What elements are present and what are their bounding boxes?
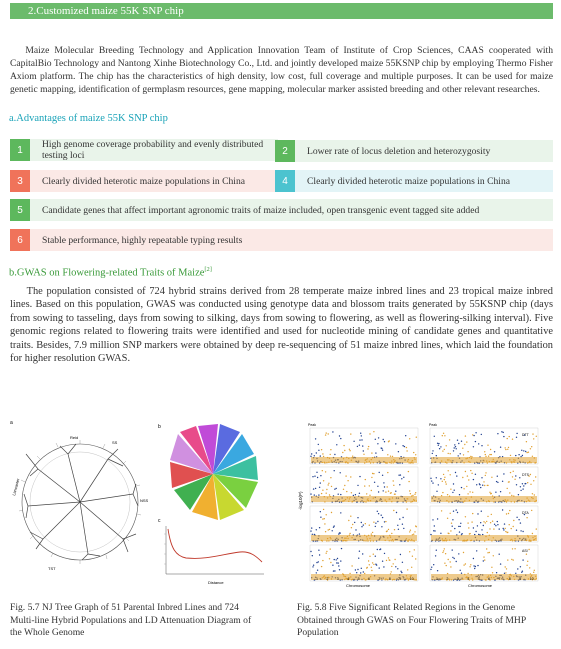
tree-label-ss: SS	[112, 440, 118, 445]
chromosome-tick: 3	[456, 577, 459, 581]
chromosome-tick: 8	[388, 577, 391, 581]
chromosome-tick: 6	[368, 577, 370, 581]
advantage-text: Lower rate of locus deletion and heterozygosity	[307, 145, 491, 157]
chromosome-tick: 4	[347, 577, 350, 581]
chromosome-tick: 8	[508, 577, 511, 581]
figure-5-8	[296, 410, 548, 590]
chromosome-tick: 6	[488, 577, 490, 581]
intro-paragraph: Maize Molecular Breeding Technology and Application Innovation Team of Institute of Crop Sciences, CAAS cooperated with CapitalBio Technology and Nantong Xinhe Biotechnology Co., Ltd. and jointly developed maize 55KSNP chip by employing Thermo Fisher Axiom platform. The chip has the characteristics of high density, low cost, full coverage and multiple purposes. It can be used for maize genetic mapping, identification of germplasm resources, gene mapping, molecular marker assisted breeding and other relevant researches.	[10, 45, 553, 95]
advantage-number: 5	[10, 199, 30, 221]
panel-c-label: c	[158, 518, 161, 524]
advantage-number: 6	[10, 229, 30, 251]
chromosome-tick: 9	[519, 577, 522, 581]
manhattan-xlabel-right: Chromosome	[468, 583, 493, 588]
chromosome-tick: 7	[498, 577, 501, 581]
chromosome-tick: 4	[467, 577, 470, 581]
gwas-reference: [2]	[204, 266, 212, 273]
chromosome-tick: 10	[529, 577, 534, 581]
advantage-item-2	[275, 140, 553, 162]
advantage-text: Clearly divided heterotic maize populations in China	[42, 175, 246, 187]
tree-label-tst: TST	[48, 566, 56, 571]
chromosome-tick: 2	[326, 577, 329, 581]
peak-label-left: Peak	[308, 423, 316, 427]
chromosome-tick: 2	[446, 577, 449, 581]
chromosome-tick: 5	[477, 577, 480, 581]
advantage-text: High genome coverage probability and evenly distributed testing loci	[42, 139, 264, 161]
panel-b-label: b	[158, 424, 161, 430]
ld-decay-plot	[164, 526, 264, 574]
chromosome-tick: 7	[378, 577, 381, 581]
gwas-title-text: b.GWAS on Flowering-related Traits of Maize	[9, 267, 205, 279]
advantage-item-3	[10, 170, 278, 192]
advantage-text: Stable performance, highly repeatable typing results	[42, 234, 243, 246]
trait-label-2: DTS	[522, 473, 529, 477]
advantage-number: 4	[275, 170, 295, 192]
advantage-item-5	[10, 199, 553, 221]
gwas-title	[9, 266, 212, 279]
figure-5-7-caption: Fig. 5.7 NJ Tree Graph of 51 Parental Inbred Lines and 724 Multi-line Hybrid Populations and LD Attenuation Diagram of the Whole Genome	[10, 602, 252, 638]
panel-a-label: a	[10, 420, 13, 426]
advantage-number: 1	[10, 139, 30, 161]
tree-label-lancaster: Lancaster	[11, 477, 21, 497]
advantage-item-6	[10, 229, 553, 251]
figure-5-8-caption: Fig. 5.8 Five Significant Related Regions in the Genome Obtained through GWAS on Four Flowering Traits of MHP Population	[297, 602, 526, 638]
manhattan-xlabel-left: Chromosome	[346, 583, 371, 588]
chromosome-tick: 9	[399, 577, 402, 581]
advantage-number: 3	[10, 170, 30, 192]
chromosome-tick: 1	[316, 577, 318, 581]
chromosome-tick: 5	[357, 577, 360, 581]
nj-tree-graph	[19, 440, 141, 564]
chromosome-tick: 10	[409, 577, 414, 581]
trait-label-1: DTT	[522, 433, 529, 437]
advantage-text: Candidate genes that affect important agronomic traits of maize included, open transgenic event tagged site added	[42, 204, 480, 216]
ld-xlabel: Distance	[208, 580, 224, 585]
section-title-bar	[10, 3, 553, 19]
figure-5-7	[8, 414, 274, 590]
manhattan-plots	[310, 428, 538, 581]
chromosome-tick: 3	[336, 577, 339, 581]
section-title: 2.Customized maize 55K SNP chip	[28, 5, 184, 17]
advantage-text: Clearly divided heterotic maize populations in China	[307, 175, 511, 187]
advantage-item-4	[275, 170, 553, 192]
trait-label-4: ASI	[522, 549, 528, 553]
gwas-paragraph: The population consisted of 724 hybrid strains derived from 28 temperate maize inbred lines and 23 tropical maize inbred lines. Based on this population, GWAS was conducted using genotype data and blossom traits generated by 55KSNP chip (days from sowing to tasseling, days from sowing to silking, days from sowing to flowering, as well as flowering-silking interval). Five genomic regions related to flowering traits were identified and used for nucleotide mining of candidate genes and quantitative traits. Besides, 7.9 million SNP markers were obtained by deep re-sequencing of 51 maize inbred lines, which laid the foundation for higher resolution GWAS.	[10, 286, 553, 365]
tree-label-reid: Reid	[70, 435, 79, 440]
trait-label-3: DTA	[522, 511, 529, 515]
fan-tree-graph	[170, 424, 258, 520]
advantage-number: 2	[275, 140, 295, 162]
chromosome-tick: 1	[436, 577, 438, 581]
advantage-item-1	[10, 139, 278, 161]
advantages-title: a.Advantages of maize 55K SNP chip	[9, 113, 168, 124]
peak-label-right: Peak	[429, 423, 437, 427]
tree-label-nss: NSS	[140, 498, 149, 503]
manhattan-ylabel: -log10(P)	[298, 491, 303, 510]
